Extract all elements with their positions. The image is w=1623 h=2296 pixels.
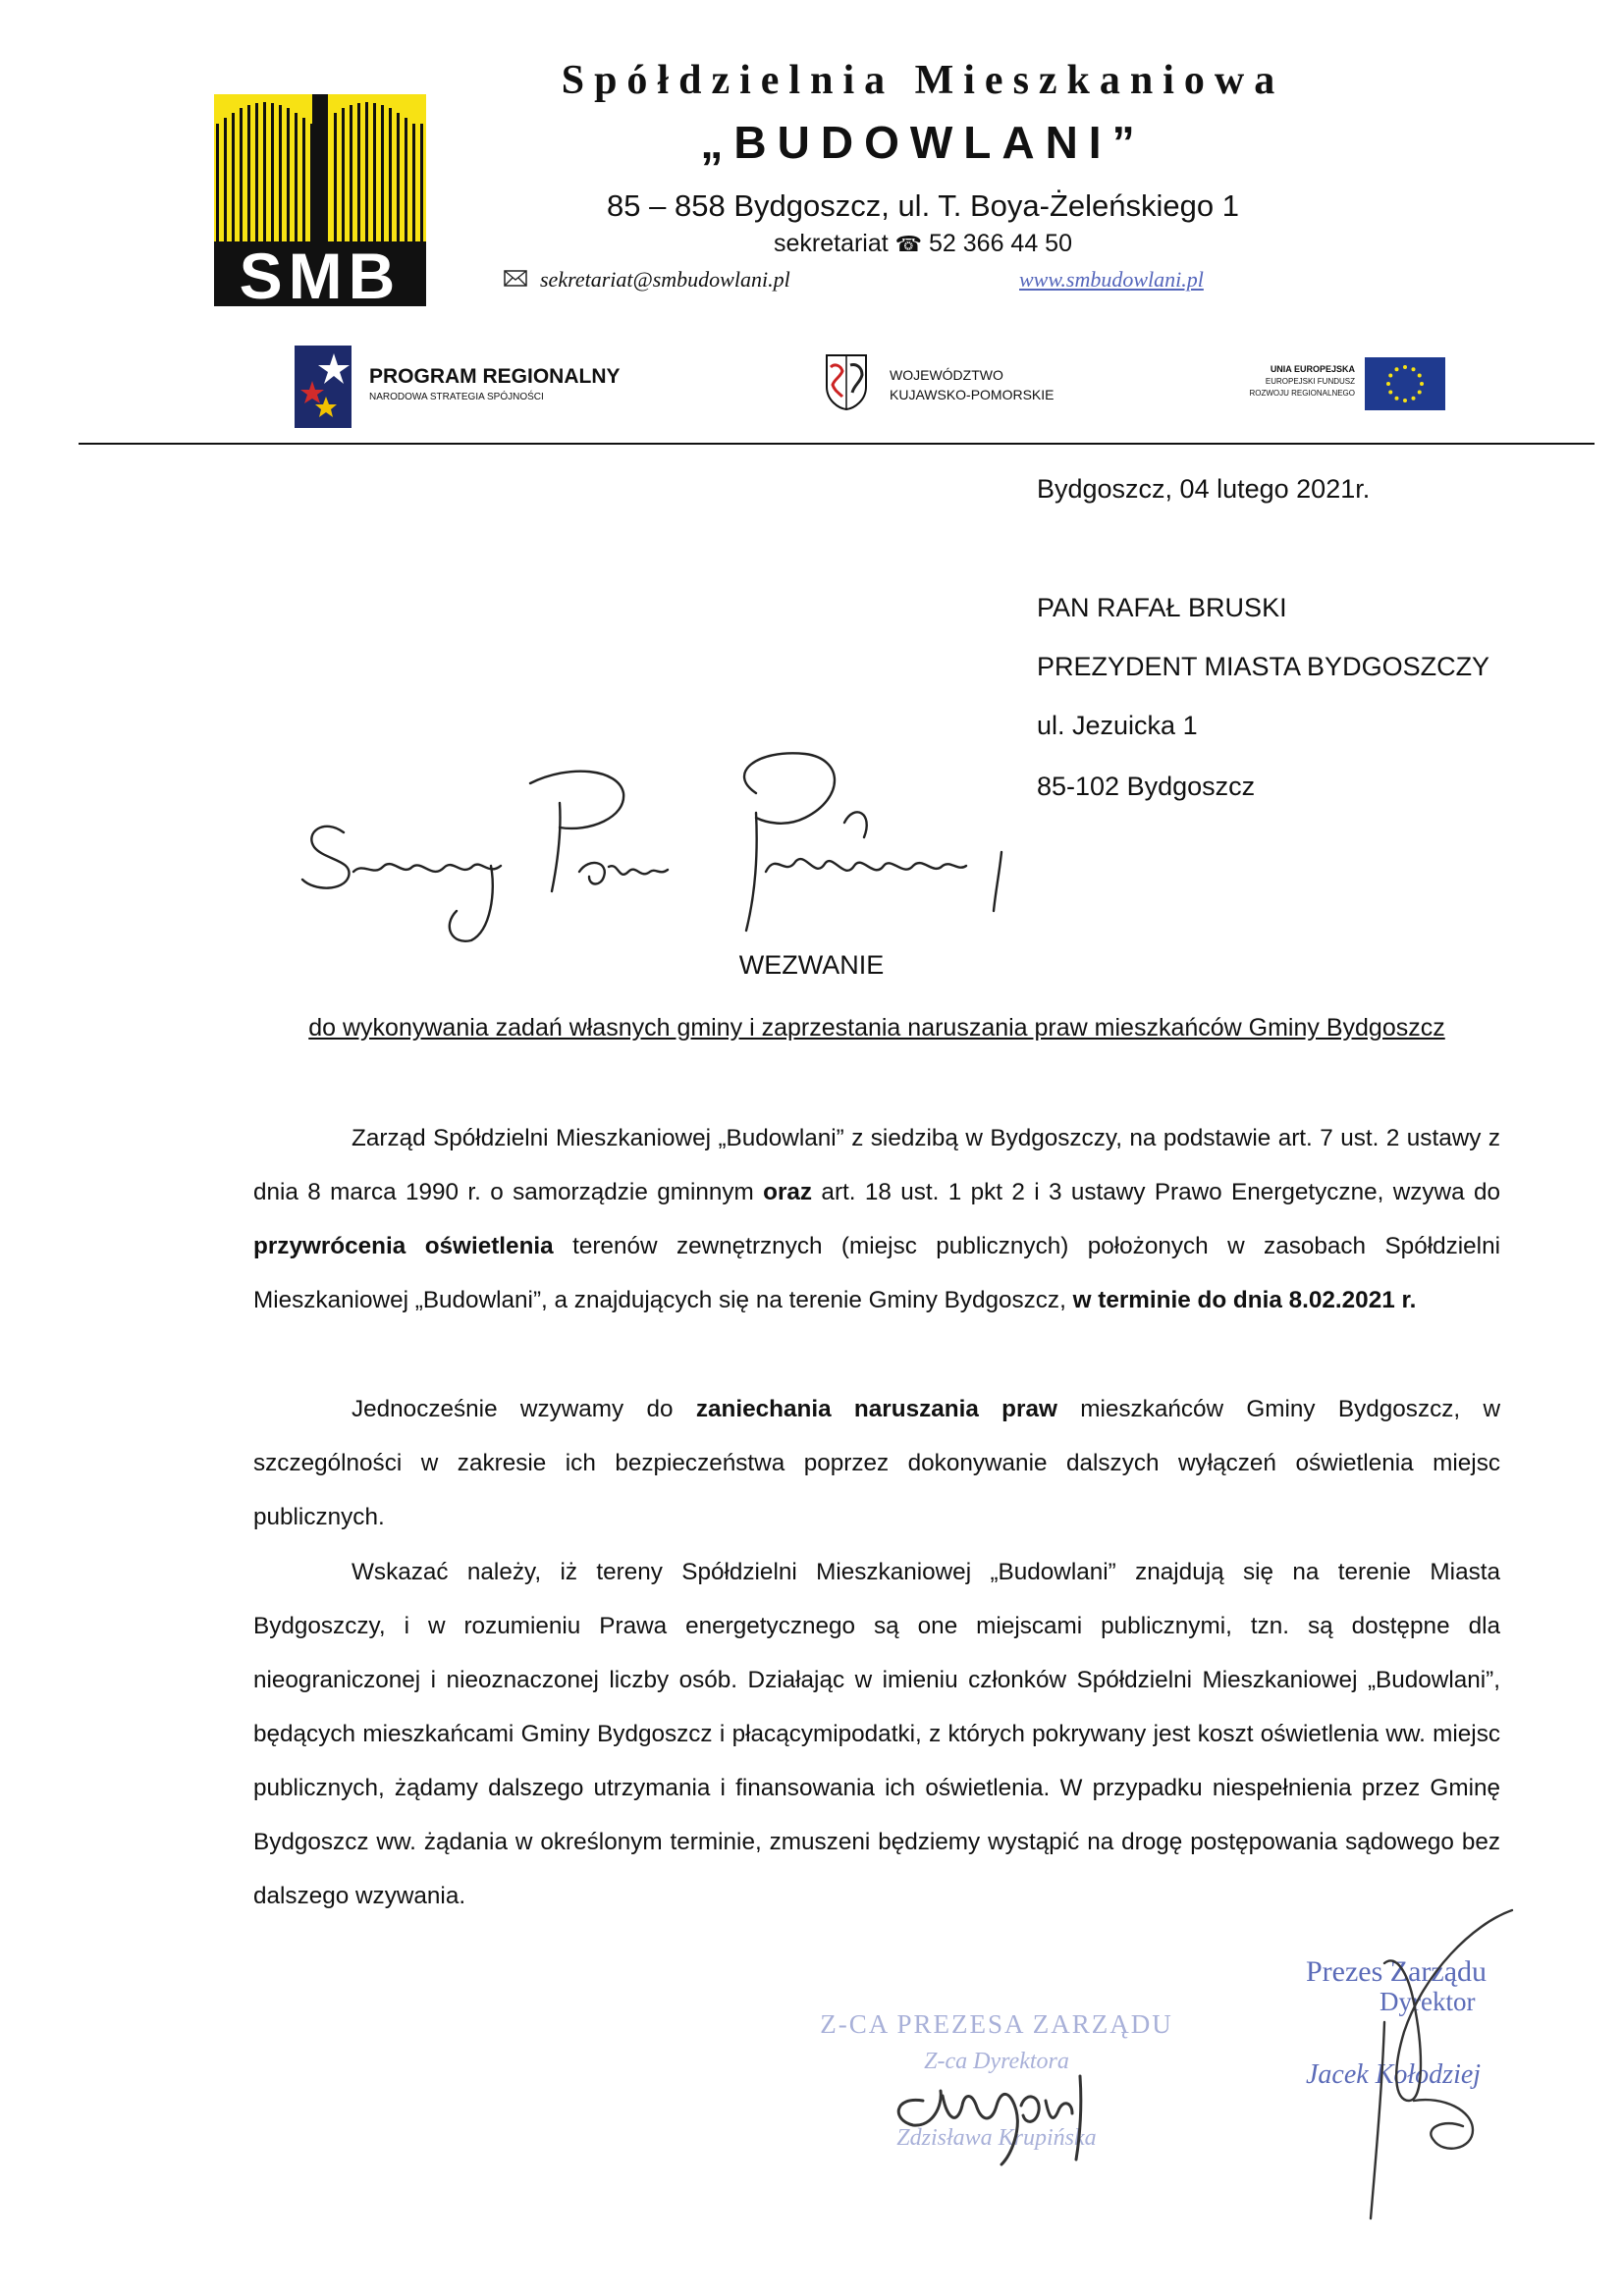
chair-stamp-signature — [1276, 1904, 1571, 2228]
program-title: PROGRAM REGIONALNY — [369, 365, 621, 388]
phone-icon: ☎ — [894, 232, 923, 256]
eu-flag-icon — [1365, 357, 1445, 410]
program-regionalny-logo — [295, 346, 352, 428]
right-stamp-line3: Jacek Kołodziej — [1306, 2059, 1482, 2090]
paragraph-2: Jednocześnie wzywamy do zaniechania naruszania praw mieszkańców Gminy Bydgoszcz, w szczególności w zakresie ich bezpieczeństwa poprzez dokonywanie dalszych wyłączeń oświetlenia miejsc publicznych. — [253, 1396, 1501, 1530]
handwritten-salutation — [295, 744, 1080, 970]
right-stamp-line2: Dyrektor — [1380, 1987, 1476, 2016]
organization-website-link[interactable]: www.smbudowlani.pl — [1019, 267, 1204, 292]
left-stamp-line3: Zdzisława Krupińska — [896, 2125, 1097, 2151]
smb-logo-text: SMB — [239, 240, 402, 306]
document-subtitle: do wykonywania zadań własnych gminy i zaprzestania naruszania praw mieszkańców Gminy Bydgoszcz — [308, 1014, 1445, 1041]
recipient-name: PAN RAFAŁ BRUSKI — [1037, 593, 1287, 622]
paragraph-1: Zarząd Spółdzielni Mieszkaniowej „Budowlani” z siedzibą w Bydgoszczy, na podstawie art. 7 ust. 2 ustawy z dnia 8 marca 1990 r. o samorządzie gminnym oraz art. 18 ust. 1 pkt 2 i 3 ustawy Prawo Energetyczne, wzywa do przywrócenia oświetlenia terenów zewnętrznych (miejsc publicznych) położonych w zasobach Spółdzielni Mieszkaniowej „Budowlani”, a znajdujących się na terenie Gminy Bydgoszcz, w terminie do dnia 8.02.2021 r. — [253, 1125, 1500, 1313]
organization-phone-line — [471, 230, 1375, 258]
phone-label: sekretariat — [773, 230, 889, 257]
phone-number: 52 366 44 50 — [929, 230, 1072, 257]
paragraph-3: Wskazać należy, iż tereny Spółdzielni Mieszkaniowej „Budowlani” znajdują się na terenie Miasta Bydgoszczy, i w rozumieniu Prawa energetycznego są one miejscami publicznymi, tzn. są dostępne dla nieograniczonej i nieoznaczonej liczby osób. Działając w imieniu członków Spółdzielni Mieszkaniowej „Budowlani”, będących mieszkańcami Gminy Bydgoszcz i płacącymipodatki, z których pokrywany jest koszt oświetlenia ww. miejsc publicznych, żądamy dalszego utrzymania i finansowania ich oświetlenia. W przypadku niespełnienia przez Gminę Bydgoszcz ww. żądania w określonym terminie, zmuszeni będziemy wystąpić na drogę postępowania sądowego bez dalszego wzywania. — [253, 1559, 1500, 1909]
program-subtitle: NARODOWA STRATEGIA SPÓJNOŚCI — [369, 392, 544, 402]
recipient-street: ul. Jezuicka 1 — [1037, 711, 1198, 740]
recipient-title: PREZYDENT MIASTA BYDGOSZCZY — [1037, 652, 1490, 681]
left-stamp-line1: Z-CA PREZESA ZARZĄDU — [820, 2009, 1173, 2039]
eu-line3: ROZWOJU REGIONALNEGO — [1249, 389, 1355, 398]
voivodeship-line1: WOJEWÓDZTWO — [890, 367, 1003, 383]
header-divider — [79, 443, 1595, 445]
eu-line1: UNIA EUROPEJSKA — [1270, 364, 1355, 374]
right-stamp-line1: Prezes Zarządu — [1306, 1955, 1488, 1988]
document-title: WEZWANIE — [738, 950, 885, 980]
eu-line2: EUROPEJSKI FUNDUSZ — [1265, 377, 1355, 386]
deputy-chair-stamp-signature — [815, 1998, 1178, 2184]
smb-logo — [214, 94, 426, 306]
envelope-icon — [504, 270, 527, 287]
organization-address: 85 – 858 Bydgoszcz, ul. T. Boya-Żeleńskiego 1 — [607, 188, 1239, 223]
letter-date: Bydgoszcz, 04 lutego 2021r. — [1037, 474, 1371, 504]
organization-subname: „BUDOWLANI” — [700, 117, 1146, 168]
voivodeship-coat-of-arms-icon — [825, 353, 868, 410]
voivodeship-line2: KUJAWSKO-POMORSKIE — [890, 387, 1055, 402]
left-stamp-line2: Z-ca Dyrektora — [924, 2049, 1069, 2074]
organization-name: Spółdzielnia Mieszkaniowa — [561, 58, 1285, 103]
organization-email[interactable]: sekretariat@smbudowlani.pl — [540, 267, 790, 292]
recipient-city: 85-102 Bydgoszcz — [1037, 772, 1256, 801]
